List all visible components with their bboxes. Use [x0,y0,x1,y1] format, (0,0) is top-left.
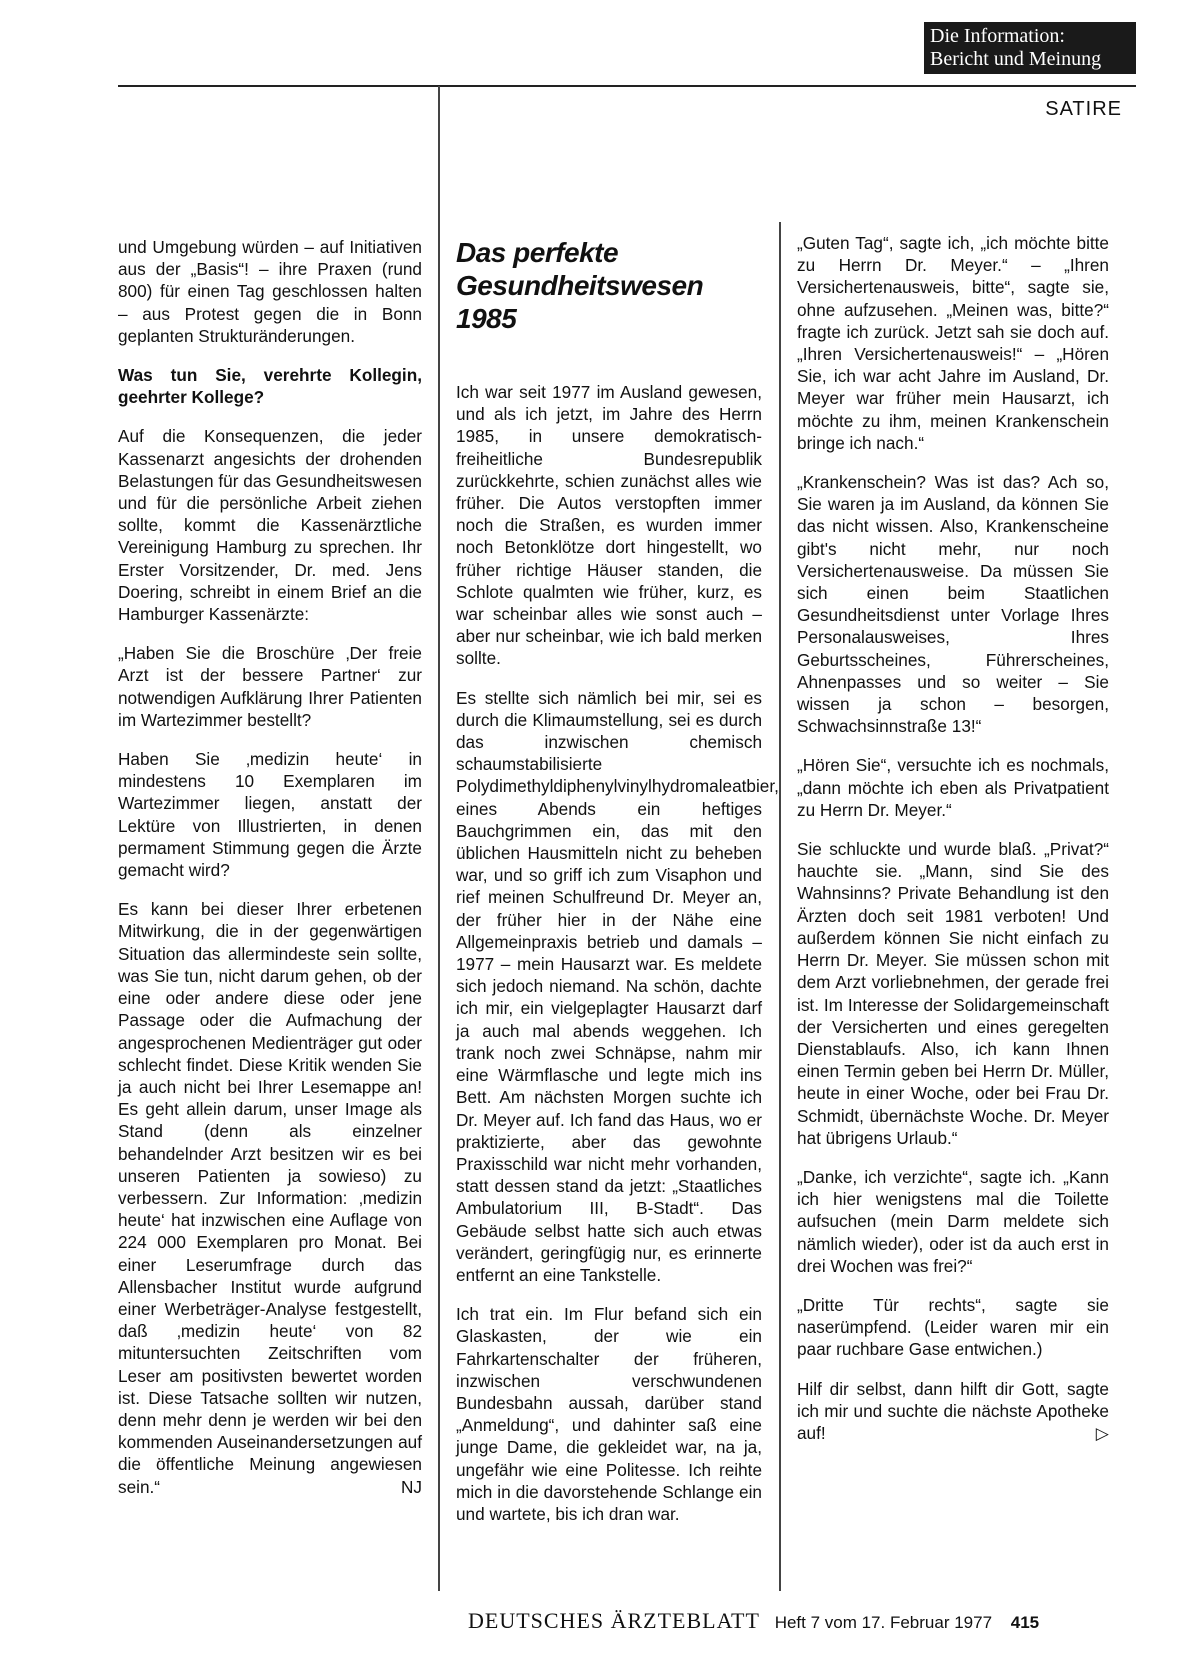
header-rule [118,85,1136,87]
journal-name: DEUTSCHES ÄRZTEBLATT [468,1608,760,1633]
page-footer [468,1608,1039,1634]
col3-paragraph: „Guten Tag“, sagte ich, „ich möchte bitte zu Herrn Dr. Meyer.“ – „Ihren Versichertenausweis, bitte“, sagte sie, ohne aufzusehen. „Meinen was, bitte?“ fragte ich zurück. Jetzt sah sie doch auf. „Ihren Versichertenausweis!“ – „Hören Sie, ich war acht Jahre im Ausland, Dr. Meyer war früher mein Hausarzt, ich möchte zu ihm, meinen Krankenschein bringe ich nach.“ [797,233,1109,453]
section-badge [924,22,1136,74]
col1-paragraph: Auf die Konsequenzen, die jeder Kassenarzt angesichts der drohenden Belastungen für das Gesundheitswesen und für die persönliche Arbeit ziehen sollte, kommt die Kassenärztliche Vereinigung Hamburg zu sprechen. Ihr Erster Vorsitzender, Dr. med. Jens Doering, schreibt in einem Brief an die Hamburger Kassenärzte: [118,426,422,625]
col1-heading: Was tun Sie, verehrte Kollegin, geehrter Kollege? [118,365,422,408]
column-2 [456,236,779,1542]
column-3 [797,232,1109,1461]
issue-info: Heft 7 vom 17. Februar 1977 [774,1613,993,1632]
column-1 [118,236,422,1515]
col1-paragraph: und Umgebung würden – auf Initiativen aus der „Basis“! – ihre Praxen (rund 800) für einen Tag geschlossen halten – aus Protest gegen die in Bonn geplanten Strukturänderungen. [118,237,422,346]
col3-body: Hilf dir selbst, dann hilft dir Gott, sagte ich mir und suchte die nächste Apotheke auf! [797,1378,1109,1443]
article-title: Das perfekte Gesundheitswesen 1985 [456,237,704,334]
badge-line-1: Die Information: [930,25,1065,47]
col3-paragraph: „Hören Sie“, versuchte ich es nochmals, „dann möchte ich eben als Privatpatient zu Herrn Dr. Meyer.“ [797,755,1109,820]
column-divider-1 [438,86,440,1591]
col3-paragraph: Sie schluckte und wurde blaß. „Privat?“ hauchte sie. „Mann, sind Sie des Wahnsinns? Private Behandlung ist den Ärzten doch seit 1981 verboten! Und außerdem können Sie nicht einfach zu Herrn Dr. Meyer. Sie müssen schon mit dem Arzt vorliebnehmen, der gerade frei ist. Im Interesse der Solidargemeinschaft der Versicherten und eines geregelten Dienstablaufs. Also, ich kann Ihnen einen Termin geben bei Herrn Dr. Müller, heute in einer Woche, oder bei Frau Dr. Schmidt, übernächste Woche. Dr. Meyer hat übrigens Urlaub.“ [797,839,1109,1148]
col3-paragraph: „Dritte Tür rechts“, sagte sie naserümpfend. (Leider waren mir ein paar ruchbare Gase entwichen.) [797,1294,1109,1360]
col2-paragraph: Ich war seit 1977 im Ausland gewesen, und als ich jetzt, im Jahre des Herrn 1985, in unsere demokratisch-freiheitliche Bundesrepublik zurückkehrte, schien zunächst alles wie früher. Die Autos verstopften immer noch die Straßen, es wurden immer noch Betonklötze dort hingestellt, wo früher richtige Häuser standen, die Schlote qualmten wie früher, kurz, es war scheinbar alles wie sonst auch – aber nur scheinbar, wie ich bald merken sollte. [456,382,762,669]
col1-paragraph [118,898,422,1497]
col1-body: Es kann bei dieser Ihrer erbetenen Mitwirkung, die in der gegenwärtigen Situation das allermindeste sein sollte, was Sie tun, nicht darum gehen, ob der eine oder andere diese oder jene Passage oder die Aufmachung der angesprochenen Medienträger gut oder schlecht findet. Diese Kritik wenden Sie ja auch nicht bei Ihrer Lesemappe an! Es geht allein darum, unser Image als Stand (denn als einzelner behandelnder Arzt besitzen wir es bei unseren Patienten ja sowieso) zu verbessern. Zur Information: ‚medizin heute‘ hat inzwischen eine Auflage von 224 000 Exemplaren pro Monat. Bei einer Leserumfrage durch das Allensbacher Institut wurde aufgrund einer Werbeträger-Analyse festgestellt, daß ‚medizin heute‘ von 82 mituntersuchten Zeitschriften vom Leser am positivsten bewertet worden ist. Diese Tatsache sollten wir nutzen, denn mehr denn je werden wir bei den kommenden Auseinandersetzungen auf die öffentliche Meinung angewiesen sein.“ [118,899,422,1497]
col2-paragraph: Ich trat ein. Im Flur befand sich ein Glaskasten, der wie ein Fahrkartenschalter der früheren, inzwischen verschwundenen Bundesbahn aussah, darüber stand „Anmeldung“, und dahinter saß eine junge Dame, die gekleidet war, na ja, ungefähr wie eine Politesse. Ich reihte mich in die davorstehende Schlange ein und wartete, bis ich dran war. [456,1304,762,1524]
continue-arrow-icon: ▷ [1095,1422,1109,1443]
col2-paragraph: Es stellte sich nämlich bei mir, sei es durch die Klimaumstellung, sei es durch das inzwischen chemisch schaumstabilisierte Polydimethyldiphenylvinylhydromaleatbier, eines Abends ein heftiges Bauchgrimmen ein, das mit den üblichen Hausmitteln nicht zu beheben war, und so griff ich zum Visaphon und rief meinen Schulfreund Dr. Meyer an, der früher hier in der Nähe eine Allgemeinpraxis betrieb und damals – 1977 – mein Hausarzt war. Es meldete sich jedoch niemand. Na schön, dachte ich mir, ein vielgeplagter Hausarzt darf ja auch mal abends weggehen. Ich trank noch zwei Schnäpse, nahm mir eine Wärmflasche und legte mich ins Bett. Am nächsten Morgen suchte ich Dr. Meyer auf. Ich fand das Haus, wo er praktizierte, aber das gewohnte Praxisschild war nicht mehr vorhanden, statt dessen stand da jetzt: „Staatliches Ambulatorium III, B-Stadt“. Das Gebäude selbst hatte sich auch etwas verändert, geringfügig nur, es erinnerte entfernt an eine Tankstelle. [456,687,779,1285]
column-divider-2 [779,222,781,1591]
col1-paragraph: Haben Sie ‚medizin heute‘ in mindestens 10 Exemplaren im Wartezimmer liegen, anstatt der Lektüre von Illustrierten, in denen permament Stimmung gegen die Ärzte gemacht wird? [118,749,422,881]
col3-paragraph: „Danke, ich verzichte“, sagte ich. „Kann ich hier wenigstens mal die Toilette aufsuchen (mein Darm meldete sich nämlich wieder), oder ist da auch erst in drei Wochen was frei?“ [797,1166,1109,1276]
col1-paragraph: „Haben Sie die Broschüre ‚Der freie Arzt ist der bessere Partner‘ zur notwendigen Aufklärung Ihrer Patienten im Wartezimmer bestellt? [118,643,422,730]
col3-paragraph: „Krankenschein? Was ist das? Ach so, Sie waren ja im Ausland, da können Sie das nicht wissen. Also, Krankenscheine gibt's nicht mehr, nur noch Versichertenausweise. Da müssen Sie sich einen beim Staatlichen Gesundheitsdienst unter Vorlage Ihres Personalausweises, Ihres Geburtsscheines, Führerscheines, Ahnenpasses und so weiter – Sie wissen ja schon – besorgen, Schwachsinnstraße 13!“ [797,472,1109,737]
page-number: 415 [1010,1613,1040,1632]
section-label: SATIRE [1045,98,1122,120]
author-signoff: NJ [400,1476,422,1497]
badge-line-2: Bericht und Meinung [930,48,1102,70]
col3-paragraph [797,1378,1109,1445]
